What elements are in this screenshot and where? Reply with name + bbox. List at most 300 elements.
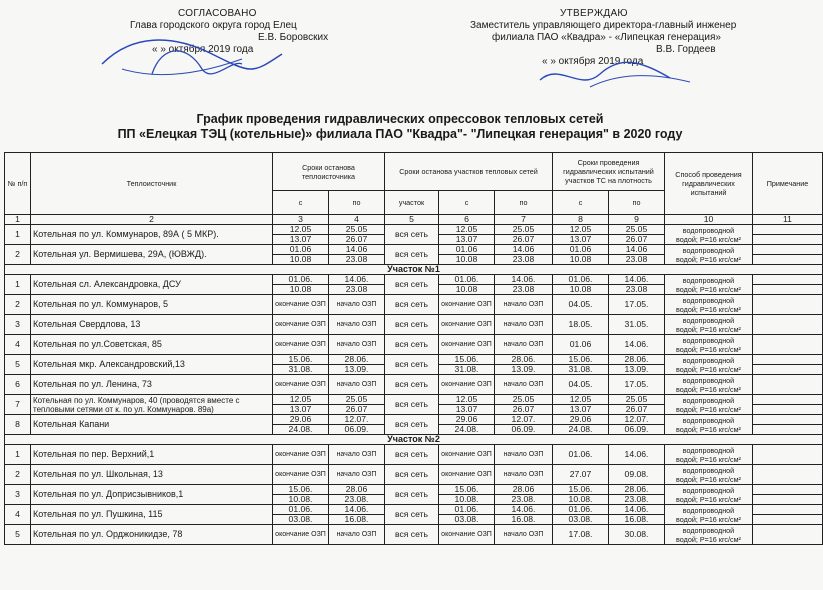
source-stop-to: начало ОЗП [329,445,385,465]
test-method [665,245,753,265]
test-method-line-2: водой; Р=16 кгс/см² [676,514,741,524]
table-row [5,375,823,395]
source-name: Котельная мкр. Александровский,13 [31,355,273,375]
column-number: 1 [5,215,31,225]
header-to: по [495,191,553,215]
test-method-line-2: водой; Р=16 кгс/см² [676,384,741,394]
source-stop-to: 16.08. [329,515,385,525]
test-method-line-1: водопроводной [682,445,735,455]
test-method [665,315,753,335]
note-cell [753,445,823,465]
test-method-line-1: водопроводной [682,295,735,305]
test-to: 23.08 [609,285,665,295]
test-from: 01.06 [553,245,609,255]
source-stop-to: начало ОЗП [329,315,385,335]
table-row [5,245,823,255]
source-stop-from: 01.06 [273,245,329,255]
section-stop-to: начало ОЗП [495,335,553,355]
test-method-line-1: водопроводной [682,355,735,365]
test-method-line-2: водой; Р=16 кгс/см² [676,454,741,464]
test-from: 31.08. [553,365,609,375]
test-from: 03.08. [553,515,609,525]
source-stop-from: 10.08. [273,495,329,505]
test-from: 01.06. [553,445,609,465]
note-cell [753,365,823,375]
section-stop-to: начало ОЗП [495,525,553,545]
test-method-line-1: водопроводной [682,485,735,495]
section-stop-to: 16.08. [495,515,553,525]
source-stop-from: 31.08. [273,365,329,375]
source-name: Котельная по ул. Коммунаров, 89А ( 5 МКР). [31,225,273,245]
column-number: 3 [273,215,329,225]
section-stop-from: 12.05 [439,225,495,235]
test-method-line-2: водой; Р=16 кгс/см² [676,254,741,264]
row-number: 1 [5,445,31,465]
source-stop-from: окончание ОЗП [273,375,329,395]
row-number: 2 [5,295,31,315]
section-scope: вся сеть [385,415,439,435]
row-number: 3 [5,485,31,505]
source-stop-to: 06.09. [329,425,385,435]
section-stop-from: окончание ОЗП [439,295,495,315]
source-name: Котельная по ул. Доприсзывников,1 [31,485,273,505]
note-cell [753,425,823,435]
source-stop-from: 13.07 [273,405,329,415]
test-to: 12.07. [609,415,665,425]
table-row [5,295,823,315]
section-stop-from: 01.06 [439,245,495,255]
note-cell [753,495,823,505]
source-stop-from: окончание ОЗП [273,465,329,485]
test-method-line-2: водой; Р=16 кгс/см² [676,344,741,354]
column-number: 5 [385,215,439,225]
test-to: 06.09. [609,425,665,435]
section-stop-from: 15.06. [439,355,495,365]
test-method-line-2: водой; Р=16 кгс/см² [676,284,741,294]
section-stop-from: 31.08. [439,365,495,375]
test-method-line-2: водой; Р=16 кгс/см² [676,234,741,244]
test-method-line-2: водой; Р=16 кгс/см² [676,404,741,414]
test-method [665,225,753,245]
section-scope: вся сеть [385,485,439,505]
note-cell [753,315,823,335]
source-stop-to: 26.07 [329,405,385,415]
note-cell [753,235,823,245]
test-from: 13.07 [553,235,609,245]
source-stop-from: 24.08. [273,425,329,435]
schedule-body [5,225,823,545]
table-row [5,465,823,485]
test-method [665,335,753,355]
row-number: 1 [5,275,31,295]
source-name: Котельная по ул. Ленина, 73 [31,375,273,395]
header-to: по [329,191,385,215]
source-stop-to: 23.08. [329,495,385,505]
header-num: № п/п [5,153,31,215]
section-scope: вся сеть [385,375,439,395]
section-stop-to: начало ОЗП [495,295,553,315]
test-method-line-1: водопроводной [682,335,735,345]
test-to: 25.05 [609,395,665,405]
section-stop-from: окончание ОЗП [439,315,495,335]
source-stop-to: 28.06. [329,355,385,365]
test-to: 23.08. [609,495,665,505]
note-cell [753,245,823,255]
column-number: 6 [439,215,495,225]
test-method-line-2: водой; Р=16 кгс/см² [676,494,741,504]
note-cell [753,295,823,315]
table-row [5,275,823,285]
section-stop-from: окончание ОЗП [439,335,495,355]
test-method [665,485,753,505]
section-header-row [5,435,823,445]
test-method-line-1: водопроводной [682,225,735,235]
source-name: Котельная по пер. Верхний,1 [31,445,273,465]
source-stop-from: 15.06. [273,485,329,495]
test-to: 14.06. [609,445,665,465]
header-stop-sections: Сроки останова участков тепловых сетей [385,153,553,191]
source-stop-to: начало ОЗП [329,375,385,395]
test-from: 29.06 [553,415,609,425]
source-stop-from: 01.06. [273,505,329,515]
section-scope: вся сеть [385,315,439,335]
column-number: 8 [553,215,609,225]
note-cell [753,525,823,545]
approved-date: « » октября 2019 года [542,56,644,67]
table-row [5,335,823,355]
test-method [665,275,753,295]
source-stop-from: окончание ОЗП [273,295,329,315]
test-to: 14.06. [609,275,665,285]
section-stop-to: начало ОЗП [495,315,553,335]
section-stop-from: окончание ОЗП [439,525,495,545]
section-stop-to: 25.05 [495,395,553,405]
test-to: 13.09. [609,365,665,375]
test-method-line-2: водой; Р=16 кгс/см² [676,304,741,314]
section-stop-from: 13.07 [439,405,495,415]
test-method [665,415,753,435]
test-from: 24.08. [553,425,609,435]
section-scope: вся сеть [385,395,439,415]
source-stop-to: 23.08 [329,255,385,265]
source-stop-from: окончание ОЗП [273,525,329,545]
test-from: 01.06. [553,275,609,285]
test-to: 28.06. [609,355,665,365]
column-number: 7 [495,215,553,225]
source-name: Котельная Свердлова, 13 [31,315,273,335]
test-from: 27.07 [553,465,609,485]
source-stop-to: 28.06 [329,485,385,495]
agreed-date: « » октября 2019 года [152,44,254,55]
section-header-row [5,265,823,275]
section-stop-from: 10.08. [439,495,495,505]
row-number: 4 [5,505,31,525]
approved-branch: филиала ПАО «Квадра» - «Липецкая генерация» [492,32,721,43]
table-row [5,525,823,545]
source-stop-from: окончание ОЗП [273,445,329,465]
section-scope: вся сеть [385,275,439,295]
test-from: 15.06. [553,485,609,495]
section-scope: вся сеть [385,525,439,545]
column-number: 9 [609,215,665,225]
section-stop-from: 13.07 [439,235,495,245]
row-number: 2 [5,465,31,485]
test-method-line-1: водопроводной [682,465,735,475]
test-from: 18.05. [553,315,609,335]
source-name: Котельная по ул. Коммунаров, 40 (проводятся вместе с тепловыми сетями от к. по ул. Коммунаров. 89а) [31,395,273,415]
header-from: с [273,191,329,215]
test-from: 01.06. [553,505,609,515]
source-stop-to: 14.06. [329,275,385,285]
header-sections: участок [385,191,439,215]
header-method: Способ проведения гидравлических испытаний [665,153,753,215]
test-from: 12.05 [553,225,609,235]
test-to: 16.08. [609,515,665,525]
section-stop-from: окончание ОЗП [439,445,495,465]
test-method-line-1: водопроводной [682,415,735,425]
note-cell [753,225,823,235]
row-number: 4 [5,335,31,355]
section-title: Участок №2 [5,435,823,445]
test-to: 26.07 [609,405,665,415]
source-name: Котельная сл. Александровка, ДСУ [31,275,273,295]
header-to: по [609,191,665,215]
source-stop-to: начало ОЗП [329,525,385,545]
table-row [5,505,823,515]
source-stop-to: 25.05 [329,225,385,235]
column-number: 4 [329,215,385,225]
note-cell [753,465,823,485]
test-to: 14.06. [609,335,665,355]
row-number: 8 [5,415,31,435]
test-method [665,395,753,415]
note-cell [753,375,823,395]
approved-position: Заместитель управляющего директора-главный инженер [470,20,737,31]
section-scope: вся сеть [385,335,439,355]
agreed-block [130,8,360,56]
source-stop-from: 29.06 [273,415,329,425]
row-number: 1 [5,225,31,245]
test-method [665,355,753,375]
test-method [665,465,753,485]
section-stop-to: 25.05 [495,225,553,235]
test-from: 17.08. [553,525,609,545]
note-cell [753,355,823,365]
test-from: 04.05. [553,375,609,395]
row-number: 7 [5,395,31,415]
note-cell [753,415,823,425]
column-numbers-row [5,215,823,225]
source-stop-from: 12.05 [273,225,329,235]
section-stop-to: 13.09. [495,365,553,375]
note-cell [753,485,823,495]
source-name: Котельная по ул. Школьная, 13 [31,465,273,485]
section-stop-to: 28.06. [495,355,553,365]
section-scope: вся сеть [385,245,439,265]
source-stop-from: 01.06. [273,275,329,285]
row-number: 6 [5,375,31,395]
source-stop-to: начало ОЗП [329,465,385,485]
section-stop-to: 14.06. [495,505,553,515]
section-stop-to: 26.07 [495,405,553,415]
source-stop-to: 26.07 [329,235,385,245]
test-method-line-1: водопроводной [682,395,735,405]
test-from: 13.07 [553,405,609,415]
test-to: 17.05. [609,375,665,395]
note-cell [753,515,823,525]
table-row [5,415,823,425]
section-scope: вся сеть [385,295,439,315]
section-scope: вся сеть [385,355,439,375]
source-stop-to: 12.07. [329,415,385,425]
test-method [665,375,753,395]
source-stop-to: 23.08 [329,285,385,295]
table-row [5,315,823,335]
header-from: с [553,191,609,215]
note-cell [753,395,823,405]
section-scope: вся сеть [385,445,439,465]
source-name: Котельная по ул. Орджоникидзе, 78 [31,525,273,545]
section-stop-from: окончание ОЗП [439,465,495,485]
section-stop-from: 01.06. [439,505,495,515]
test-from: 10.08. [553,495,609,505]
header-stop-source: Сроки останова теплоисточника [273,153,385,191]
test-method-line-1: водопроводной [682,505,735,515]
source-name: Котельная Капани [31,415,273,435]
test-method [665,295,753,315]
source-stop-from: 10.08 [273,285,329,295]
source-name: Котельная ул. Вермишева, 29А, (ЮВЖД). [31,245,273,265]
source-name: Котельная по ул. Пушкина, 115 [31,505,273,525]
test-from: 10.08 [553,255,609,265]
section-stop-to: 23.08 [495,255,553,265]
source-stop-to: 13.09. [329,365,385,375]
section-stop-to: начало ОЗП [495,375,553,395]
title-line-2: ПП «Елецкая ТЭЦ (котельные)» филиала ПАО "Квадра"- "Липецкая генерация" в 2020 году [117,127,683,141]
test-method-line-2: водой; Р=16 кгс/см² [676,324,741,334]
section-stop-to: 14.06. [495,275,553,285]
header-note: Примечание [753,153,823,215]
test-to: 25.05 [609,225,665,235]
table-row [5,485,823,495]
test-method-line-2: водой; Р=16 кгс/см² [676,424,741,434]
column-number: 2 [31,215,273,225]
section-stop-from: 01.06. [439,275,495,285]
source-stop-from: 12.05 [273,395,329,405]
row-number: 5 [5,355,31,375]
approved-block [470,8,800,68]
source-stop-from: 03.08. [273,515,329,525]
note-cell [753,335,823,355]
source-stop-to: 14.06 [329,245,385,255]
agreed-position: Глава городского округа город Елец [130,20,297,31]
section-stop-to: 23.08. [495,495,553,505]
test-method-line-1: водопроводной [682,525,735,535]
note-cell [753,275,823,285]
source-stop-to: 25.05 [329,395,385,405]
test-to: 23.08 [609,255,665,265]
note-cell [753,505,823,515]
source-name: Котельная по ул. Коммунаров, 5 [31,295,273,315]
section-stop-from: 24.08. [439,425,495,435]
test-method-line-2: водой; Р=16 кгс/см² [676,474,741,484]
test-method-line-1: водопроводной [682,375,735,385]
header-from: с [439,191,495,215]
source-stop-to: 14.06. [329,505,385,515]
approved-heading: УТВЕРЖДАЮ [560,8,628,19]
test-to: 26.07 [609,235,665,245]
title-line-1: График проведения гидравлических опрессовок тепловых сетей [196,112,604,126]
section-stop-to: 12.07. [495,415,553,425]
row-number: 3 [5,315,31,335]
test-method [665,505,753,525]
test-from: 15.06. [553,355,609,365]
document-title [0,112,800,142]
table-row [5,355,823,365]
section-stop-to: 23.08 [495,285,553,295]
agreed-name: Е.В. Боровских [258,32,329,43]
test-to: 17.05. [609,295,665,315]
header-tests: Сроки проведения гидравлических испытаний участков ТС на плотность [553,153,665,191]
test-from: 01.06 [553,335,609,355]
section-stop-to: начало ОЗП [495,445,553,465]
source-stop-from: 15.06. [273,355,329,365]
section-stop-from: 03.08. [439,515,495,525]
source-stop-from: 10.08 [273,255,329,265]
section-stop-to: 28.06 [495,485,553,495]
test-method [665,525,753,545]
section-stop-to: 06.09. [495,425,553,435]
source-stop-to: начало ОЗП [329,295,385,315]
section-scope: вся сеть [385,505,439,525]
test-to: 14.06 [609,245,665,255]
source-stop-from: окончание ОЗП [273,335,329,355]
test-to: 14.06. [609,505,665,515]
table-row [5,395,823,405]
test-from: 04.05. [553,295,609,315]
section-stop-to: 26.07 [495,235,553,245]
test-from: 10.08 [553,285,609,295]
section-title: Участок №1 [5,265,823,275]
test-method-line-1: водопроводной [682,245,735,255]
source-stop-from: 13.07 [273,235,329,245]
schedule-table [4,152,823,545]
section-stop-from: 29.06 [439,415,495,425]
source-stop-from: окончание ОЗП [273,315,329,335]
test-to: 28.06. [609,485,665,495]
source-stop-to: начало ОЗП [329,335,385,355]
table-row [5,225,823,235]
test-to: 31.05. [609,315,665,335]
section-stop-from: 10.08 [439,285,495,295]
section-scope: вся сеть [385,225,439,245]
row-number: 2 [5,245,31,265]
section-stop-from: 10.08 [439,255,495,265]
section-stop-from: окончание ОЗП [439,375,495,395]
test-method-line-1: водопроводной [682,275,735,285]
note-cell [753,255,823,265]
test-method [665,445,753,465]
source-name: Котельная по ул.Советская, 85 [31,335,273,355]
test-method-line-2: водой; Р=16 кгс/см² [676,364,741,374]
section-stop-to: начало ОЗП [495,465,553,485]
column-number: 11 [753,215,823,225]
header-source: Теплоисточник [31,153,273,215]
table-row [5,445,823,465]
section-stop-from: 15.06. [439,485,495,495]
section-scope: вся сеть [385,465,439,485]
test-method-line-2: водой; Р=16 кгс/см² [676,534,741,544]
